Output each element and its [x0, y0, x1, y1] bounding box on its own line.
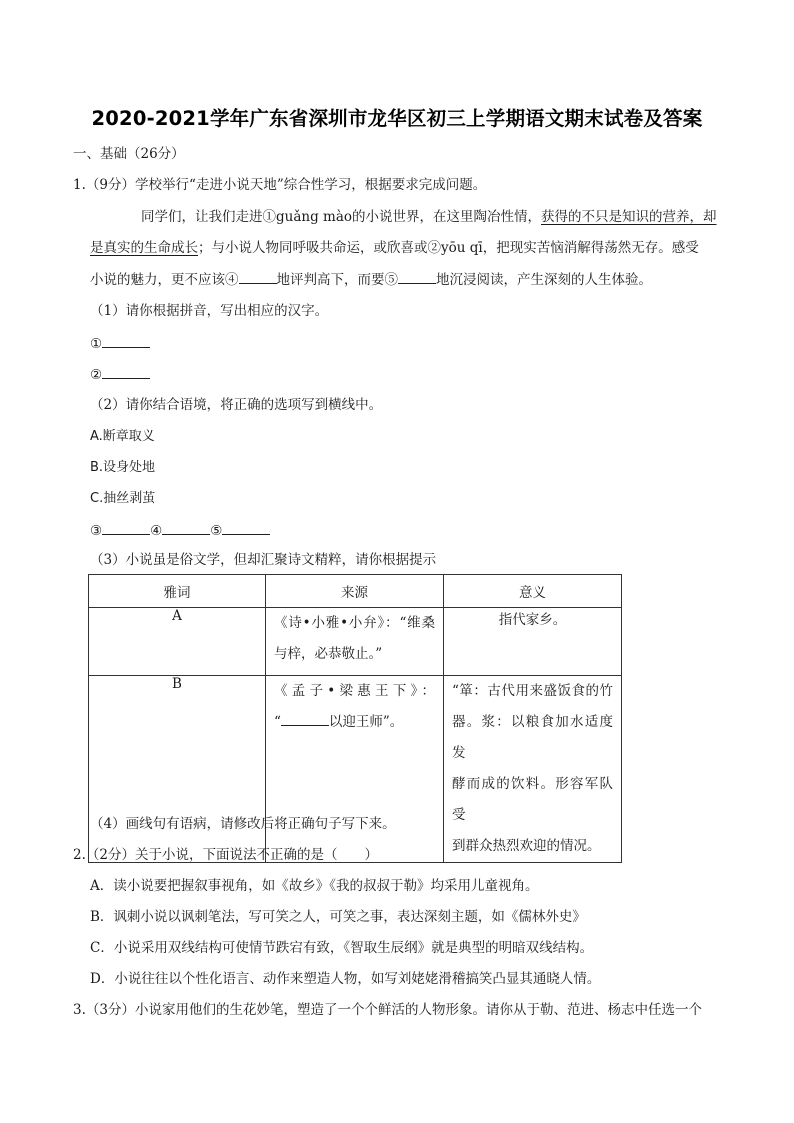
question-2-option-d: D．小说往往以个性化语言、动作来塑造人物，如写刘姥姥滑稽搞笑凸显其通晓人情。 [90, 971, 601, 987]
header-word: 雅词 [89, 575, 266, 608]
question-2-stem: 2.（2分）关于小说，下面说法不正确的是（ ） [73, 847, 378, 863]
answer-blank-4[interactable] [162, 521, 210, 535]
question-1-sub-1: （1）请你根据拼音，写出相应的汉字。 [90, 303, 329, 319]
option-b: B.设身处地 [90, 460, 156, 475]
row-a-source-line: 与梓，必恭敬止。” [274, 646, 383, 662]
underlined-sentence-part-2: 是真实的生命成长 [90, 240, 198, 256]
row-b-meaning-line: 酵而成的饮料。形容军队受 [452, 776, 613, 823]
question-2-option-c: C．小说采用双线结构可使情节跌宕有致，《智取生辰纲》就是典型的明暗双线结构。 [90, 940, 594, 956]
passage-text: ；与小说人物同呼吸共命运，或欣喜或②yōu qī，把现实苦恼消解得荡然无存。感受 [198, 240, 699, 256]
row-a-source-line: 《诗•小雅•小弁》：“维桑 [274, 615, 435, 631]
option-a: A.断章取义 [90, 429, 155, 444]
answer-blank-5[interactable] [222, 521, 270, 535]
row-b-source-line: 《孟子•梁惠王下》： [274, 683, 435, 699]
answer-label-3: ③ [90, 523, 103, 539]
header-meaning: 意义 [444, 575, 622, 608]
table-row [89, 608, 622, 676]
row-a-source-cell [266, 608, 444, 676]
passage-line-1 [141, 208, 717, 226]
question-2-option-a: A．读小说要把握叙事视角，如《故乡》《我的叔叔于勒》均采用儿童视角。 [90, 878, 539, 894]
underlined-sentence-part-1: 获得的不只是知识的营养，却 [541, 209, 717, 225]
question-3-stem: 3.（3分）小说家用他们的生花妙笔，塑造了一个个鲜活的人物形象。请你从于勒、范进、杨志中任选一个 [73, 1002, 702, 1018]
row-b-source-line-2 [274, 707, 435, 738]
row-b-meaning-line: 到群众热烈欢迎的情况。 [452, 838, 601, 854]
passage-text: 小说的魅力，更不应该④ [90, 272, 239, 288]
answer-blank-1[interactable] [102, 334, 150, 348]
row-b-source-cell [266, 676, 444, 863]
table-row [89, 676, 622, 863]
question-1-stem: 1.（9分）学校举行“走进小说天地”综合性学习，根据要求完成问题。 [73, 177, 487, 193]
question-1-sub-3: （3）小说虽是俗文学，但却汇聚诗文精粹，请你根据提示 [90, 552, 437, 568]
header-source: 来源 [266, 575, 444, 608]
question-1-sub-2: （2）请你结合语境，将正确的选项写到横线中。 [90, 397, 383, 413]
question-2-option-b: B．讽刺小说以讽刺笔法，写可笑之人，可笑之事，表达深刻主题，如《儒林外史》 [90, 909, 586, 925]
answer-label-5: ⑤ [210, 523, 223, 539]
passage-line-2 [90, 239, 699, 257]
quote-mark: “ [274, 714, 281, 730]
row-b-meaning-cell [444, 676, 622, 863]
row-b-meaning-line: “箪：古代用来盛饭食的竹 [452, 683, 613, 699]
row-a-meaning: 指代家乡。 [498, 612, 567, 628]
row-b-meaning-line: 器。浆：以粮食加水适度发 [452, 714, 613, 761]
answer-label-4: ④ [150, 523, 163, 539]
row-a-word-cell[interactable] [89, 608, 266, 676]
answer-line-3-4-5 [90, 521, 270, 540]
answer-blank-2[interactable] [102, 365, 150, 379]
answer-label-2: ② [90, 367, 103, 383]
fill-blank-5[interactable] [398, 270, 436, 284]
answer-line-2 [90, 365, 150, 384]
passage-text: 地评判高下，而要⑤ [276, 272, 398, 288]
passage-text: 地沉浸阅读，产生深刻的人生体验。 [436, 272, 652, 288]
answer-blank-3[interactable] [102, 521, 150, 535]
row-b-word: B [172, 676, 182, 692]
fill-blank-4[interactable] [239, 270, 277, 284]
row-b-word-cell[interactable] [89, 676, 266, 863]
option-c: C.抽丝剥茧 [90, 491, 156, 506]
row-a-meaning-cell [444, 608, 622, 676]
answer-line-1 [90, 334, 150, 353]
passage-text: 同学们，让我们走进①guǎng mào的小说世界，在这里陶冶性情， [141, 209, 541, 225]
question-1-sub-4: （4）画线句有语病，请修改后将正确句子写下来。 [90, 816, 396, 832]
answer-label-1: ① [90, 336, 103, 352]
section-heading-basics: 一、基础（26分） [73, 146, 185, 162]
row-a-word: A [172, 608, 182, 624]
passage-line-3 [90, 270, 652, 289]
table-header-row [89, 575, 622, 608]
source-fill-blank[interactable] [281, 712, 329, 726]
source-text: 以迎王师”。 [328, 714, 404, 730]
page-title: 2020-2021学年广东省深圳市龙华区初三上学期语文期末试卷及答案 [91, 107, 703, 130]
